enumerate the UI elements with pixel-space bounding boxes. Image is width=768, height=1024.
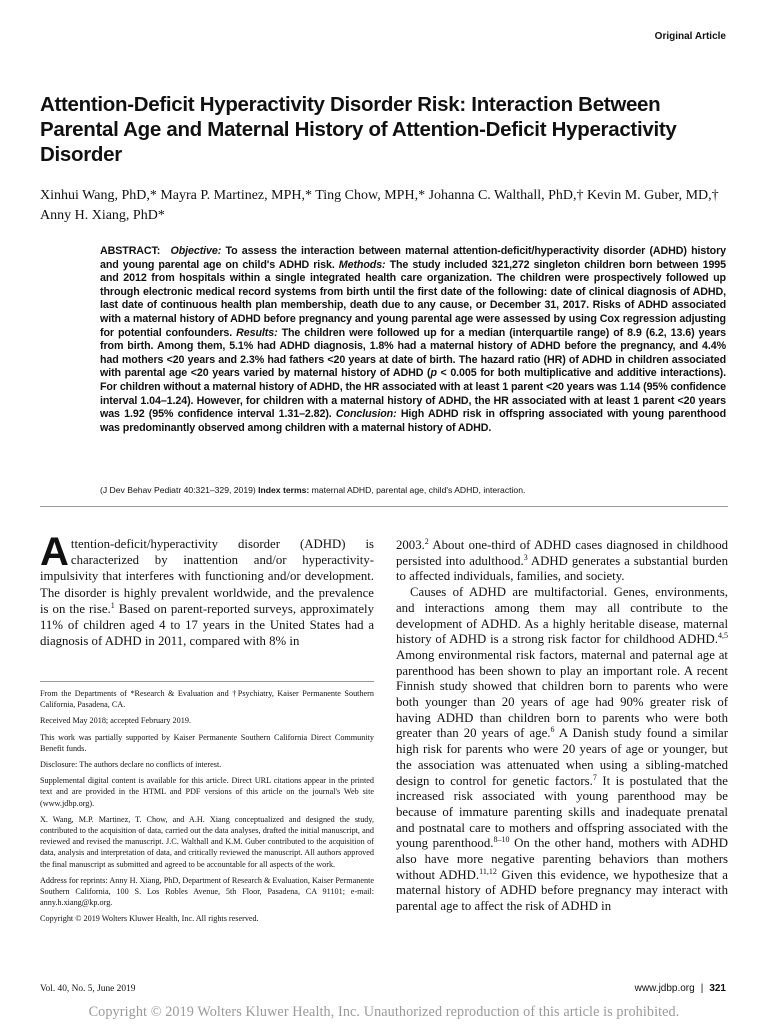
footer-separator: | bbox=[700, 983, 704, 994]
methods-label: Methods: bbox=[338, 258, 386, 271]
objective-text: To assess the interaction between maternal attention-deficit/hyperactivity disorder (ADHD) history and young parental age on child's ADHD risk. bbox=[100, 245, 727, 271]
p1-text-a: 2003. bbox=[396, 538, 425, 552]
intro-text-continued: Based on parent-reported surveys, approximately 11% of children aged 4 to 17 years in the United States had a diagnosis of ADHD in 2011, compared with 8% in bbox=[40, 601, 374, 649]
reference-7: 7 bbox=[592, 772, 597, 782]
author-list: Xinhui Wang, PhD,* Mayra P. Martinez, MPH,* Ting Chow, MPH,* Johanna C. Walthall, PhD,† Kevin M. Guber, MD,† Anny H. Xiang, PhD* bbox=[40, 188, 719, 223]
reference-8-10: 8–10 bbox=[493, 835, 510, 845]
page-footer bbox=[635, 983, 726, 994]
methods-text: The study included 321,272 singleton children born between 1995 and 2012 from hospitals within a single integrated health care organization. The children were prospectively followed up through electronic medical record systems from birth until the first date of the following: date of clinical diagnosis of ADHD, last date of continuous health plan membership, death due to any cause, or December 31, 2017. Risks of ADHD associated with a maternal history of ADHD before pregnancy and young parental age were assessed by using Cox regression adjusting for potential confounders. bbox=[100, 258, 726, 339]
p2-text-c: A Danish study found a similar high risk for parents who were 20 years of age or younger, but the association was attenuated when using a sibling-matched design to control for genetic factors. bbox=[396, 726, 728, 788]
page-number: 321 bbox=[709, 983, 726, 994]
p1-text-b: About one-third of ADHD cases diagnosed in childhood persisted into adulthood. bbox=[396, 538, 728, 568]
reference-11-12: 11,12 bbox=[479, 866, 497, 876]
reference-2: 2 bbox=[424, 537, 429, 546]
reference-1: 1 bbox=[110, 600, 115, 610]
footnote-affiliation: From the Departments of *Research & Evaluation and †Psychiatry, Kaiser Permanente Southern California, Pasadena, CA. bbox=[40, 689, 374, 710]
reference-6: 6 bbox=[550, 725, 555, 735]
index-terms-label: Index terms: bbox=[258, 485, 310, 495]
p2-text-f: Given this evidence, we hypothesize that a maternal history of ADHD before pregnancy may interact with parental age to affect the risk of ADHD in bbox=[396, 867, 728, 914]
footnote-contributions: X. Wang, M.P. Martinez, T. Chow, and A.H. Xiang conceptualized and designed the study, contributed to the acquisition of data, carried out the data analyses, drafted the initial manuscript, and reviewed and revised the manuscript. J.C. Walthall and K.M. Guber contributed to the acquisition of data, analysis and interpretation of data, and critically reviewed the manuscript. All authors approved the final manuscript as submitted and agreed to be accountable for all aspects of the work. bbox=[40, 814, 374, 869]
reference-4-5: 4,5 bbox=[718, 631, 728, 641]
footnote-reprints: Address for reprints: Anny H. Xiang, PhD, Department of Research & Evaluation, Kaiser Permanente Southern California, 100 S. Los Robles Avenue, 5th Floor, Pasadena, CA 91101; e-mail: anny.h.xiang@kp.org. bbox=[40, 875, 375, 908]
journal-website-link[interactable]: www.jdbp.org bbox=[634, 983, 695, 994]
journal-reference: (J Dev Behav Pediatr 40:321–329, 2019) bbox=[100, 485, 256, 495]
issue-info: Vol. 40, No. 5, June 2019 bbox=[40, 984, 136, 994]
objective-label: Objective: bbox=[170, 245, 222, 257]
p2-text-d: It is postulated that the increased risk associated with young parenthood may be because of immature parenting skills and inadequate prenatal and postnatal care to mothers and offspring associated with the young parenthood. bbox=[396, 773, 728, 851]
intro-text: ttention-deficit/hyperactivity disorder (ADHD) is characterized by inattention and/or hyperactivity-impulsivity that interferes with functioning and/or development. The disorder is highly prevalent worldwide, and the prevalence is on the rise. bbox=[40, 537, 374, 616]
abstract bbox=[100, 245, 726, 435]
results-p-symbol: p bbox=[430, 367, 437, 380]
footnote-supplemental: Supplemental digital content is available for this article. Direct URL citations appear in the printed text and are provided in the HTML and PDF versions of this article on the journal's Web site (www.jdbp.org). bbox=[40, 776, 374, 808]
conclusion-label: Conclusion: bbox=[335, 408, 397, 421]
footnote-copyright: Copyright © 2019 Wolters Kluwer Health, Inc. All rights reserved. bbox=[40, 914, 259, 924]
footnote-funding: This work was partially supported by Kaiser Permanente Southern California Direct Community Benefit funds. bbox=[40, 732, 374, 753]
p2-text-a: Causes of ADHD are multifactorial. Genes, environments, and interactions among them may all contribute to the development of ADHD. As a highly heritable disease, maternal history of ADHD is a strong risk factor for childhood ADHD. bbox=[396, 585, 728, 647]
body-left-column bbox=[40, 530, 374, 649]
article-type-label: Original Article bbox=[654, 31, 726, 42]
p2-text-e: On the other hand, mothers with ADHD also have more negative parenting behaviors than mothers without ADHD. bbox=[396, 836, 728, 882]
abstract-divider bbox=[40, 506, 728, 507]
index-terms: maternal ADHD, parental age, child's ADHD, interaction. bbox=[311, 485, 526, 495]
footnotes bbox=[40, 688, 374, 930]
copyright-banner: Copyright © 2019 Wolters Kluwer Health, Inc. Unauthorized reproduction of this article is prohibited. bbox=[88, 1004, 680, 1020]
p2-text-b: Among environmental risk factors, maternal and paternal age at parenthood has been shown to play an important role. A recent Finnish study showed that children born to parents who were both younger than 20 years of age had 90% greater risk of having ADHD than children born to parents who were both greater than 20 years of age. bbox=[396, 647, 728, 741]
footnote-disclosure: Disclosure: The authors declare no conflicts of interest. bbox=[40, 760, 222, 770]
footnote-divider bbox=[40, 681, 374, 682]
results-text-continued: < 0.005 for both multiplicative and additive interactions). For children without a maternal history of ADHD, the HR associated with at least 1 parent <20 years was 1.14 (95% confidence interval 1.04–1.24). However, for children with a maternal history of ADHD, the HR associated with at least 1 parent <20 years was 1.92 (95% confidence interval 1.31–2.82). bbox=[100, 367, 727, 421]
paragraph-2 bbox=[396, 585, 728, 915]
conclusion-text: High ADHD risk in offspring associated with young parenthood was predominantly observed among children with a maternal history of ADHD. bbox=[100, 408, 727, 434]
abstract-label: ABSTRACT: bbox=[100, 245, 161, 257]
article-title: Attention-Deficit Hyperactivity Disorder Risk: Interaction Between Parental Age and Maternal History of Attention-Deficit Hyperactivity Disorder bbox=[40, 93, 677, 166]
results-label: Results: bbox=[236, 326, 278, 339]
p1-text-c: ADHD generates a substantial burden to affected individuals, families, and society. bbox=[396, 553, 728, 584]
reference-3: 3 bbox=[523, 552, 528, 562]
body-right-column bbox=[396, 538, 728, 915]
drop-cap: A bbox=[40, 530, 69, 574]
paragraph-1 bbox=[396, 538, 728, 585]
results-text: The children were followed up for a median (interquartile range) of 8.9 (6.2, 13.6) years from birth. Among them, 5.1% had ADHD diagnosis, 1.8% had a maternal history of ADHD before the pregnancy, and 4.4% had mothers <20 years and 2.3% had fathers <20 years at date of birth. The hazard ratio (HR) of ADHD in children associated with parental age <20 years varied by maternal history of ADHD ( bbox=[100, 326, 726, 380]
footnote-received: Received May 2018; accepted February 2019. bbox=[40, 716, 191, 726]
citation-line bbox=[100, 485, 726, 496]
